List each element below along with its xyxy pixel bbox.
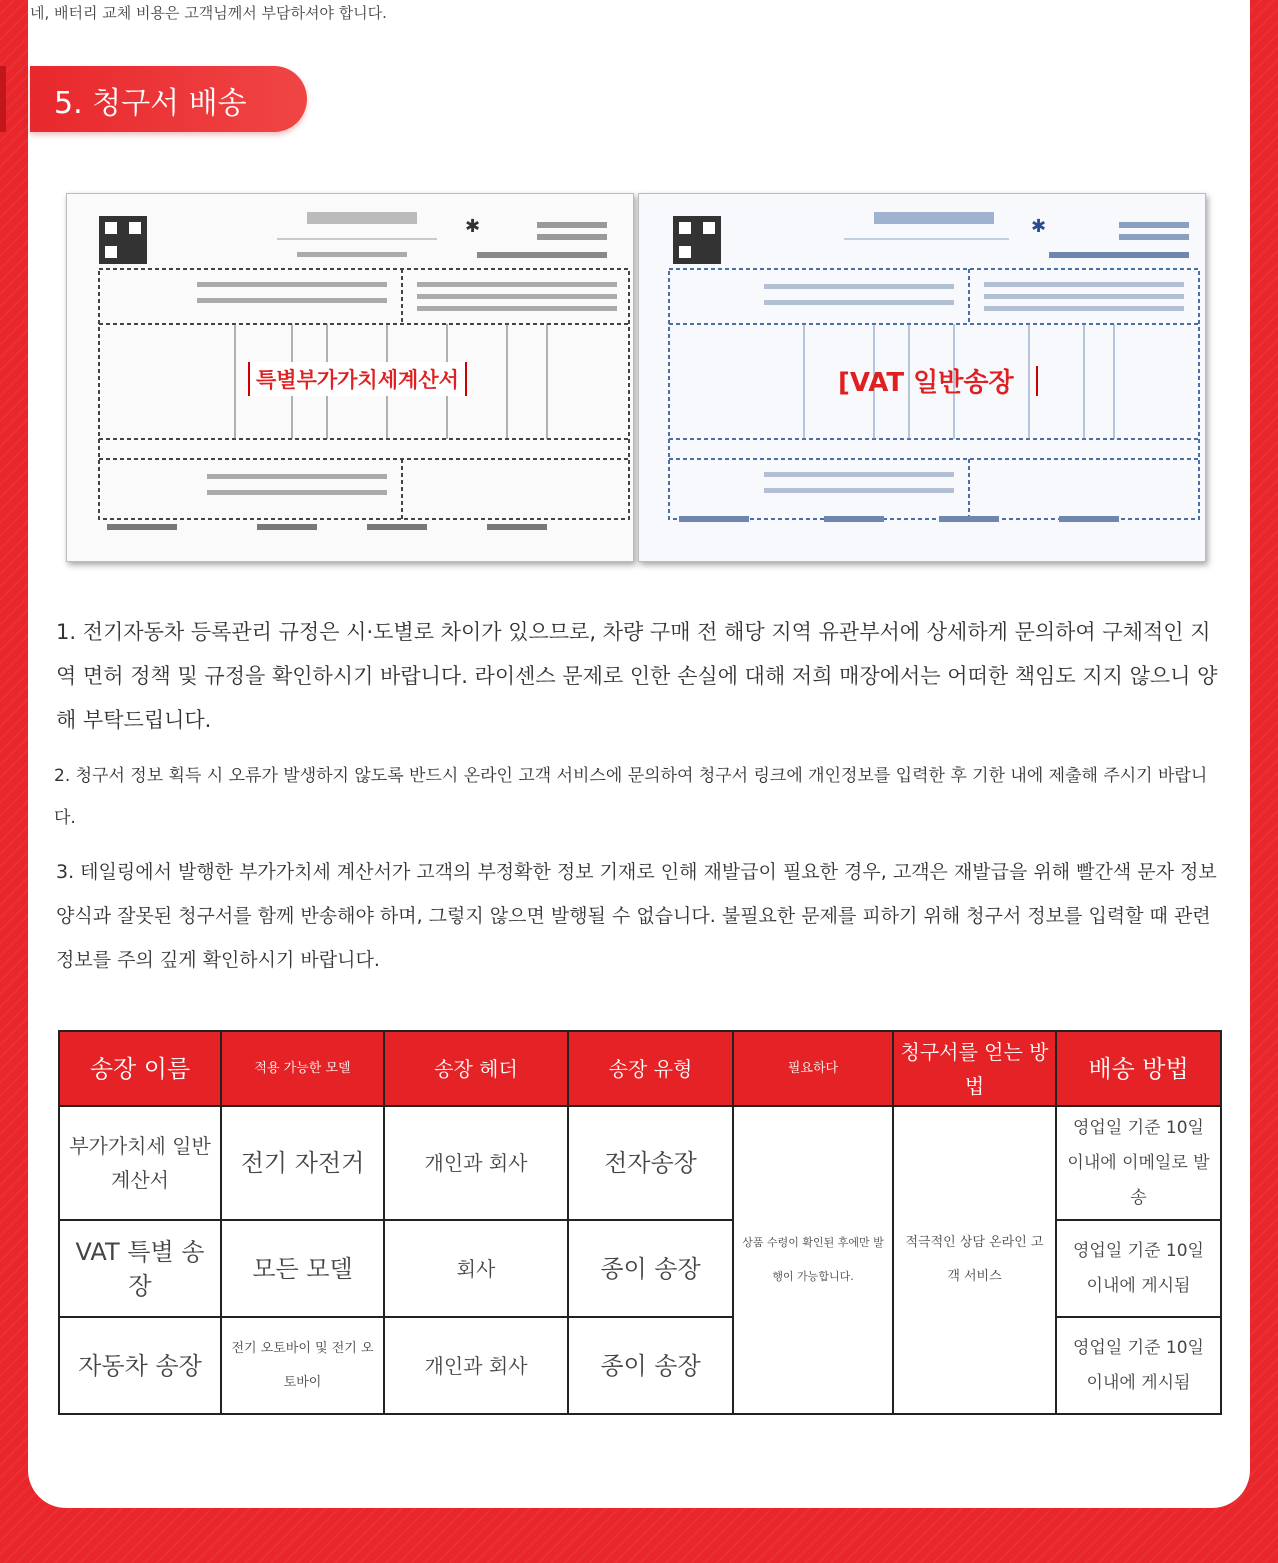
svg-text:✱: ✱	[1031, 216, 1047, 237]
cell-type: 전자송장	[568, 1106, 733, 1220]
note-license-policy: 1. 전기자동차 등록관리 규정은 시·도별로 차이가 있으므로, 차량 구매 전 해당 지역 유관부서에 상세하게 문의하여 구체적인 지역 면허 정책 및 규정을 확인하시기 바랍니다. 라이센스 문제로 인한 손실에 대해 저희 매장에서는 어떠한 책임도 지지 않으니 양해 부탁드립니다.	[56, 620, 1218, 732]
vat-general-invoice-label: [VAT 일반송장	[838, 368, 1014, 398]
cell-model: 모든 모델	[221, 1220, 384, 1317]
header-invoice-type: 송장 유형	[568, 1031, 733, 1106]
cell-required: 상품 수령이 확인된 후에만 발행이 가능합니다.	[733, 1106, 893, 1414]
header-invoice-name: 송장 이름	[59, 1031, 221, 1106]
cell-model: 전기 오토바이 및 전기 오토바이	[221, 1317, 384, 1414]
cell-model: 전기 자전거	[221, 1106, 384, 1220]
special-vat-invoice-label: 특별부가가치세계산서	[248, 362, 467, 396]
left-edge-accent	[0, 66, 6, 132]
section-header	[30, 66, 307, 132]
cell-how-to-get: 적극적인 상담 온라인 고객 서비스	[893, 1106, 1056, 1414]
table-header-row	[59, 1031, 1221, 1106]
cell-type: 종이 송장	[568, 1220, 733, 1317]
section-title: 5. 청구서 배송	[54, 86, 247, 121]
cell-header: 회사	[384, 1220, 568, 1317]
cell-invoice-name: 부가가치세 일반계산서	[59, 1106, 221, 1220]
header-invoice-header: 송장 헤더	[384, 1031, 568, 1106]
invoice-table	[58, 1030, 1222, 1415]
header-applicable-model: 적용 가능한 모델	[221, 1031, 384, 1106]
bottom-background	[0, 1508, 1278, 1563]
cell-header: 개인과 회사	[384, 1317, 568, 1414]
svg-text:✱: ✱	[465, 216, 481, 237]
header-required: 필요하다	[733, 1031, 893, 1106]
cell-delivery: 영업일 기준 10일 이내에 게시됨	[1056, 1220, 1221, 1317]
cell-invoice-name: 자동차 송장	[59, 1317, 221, 1414]
intro-text: 네, 배터리 교체 비용은 고객님께서 부담하셔야 합니다.	[30, 4, 387, 22]
header-delivery: 배송 방법	[1056, 1031, 1221, 1106]
table-row	[59, 1106, 1221, 1220]
cell-invoice-name: VAT 특별 송장	[59, 1220, 221, 1317]
note-reissue: 3. 테일링에서 발행한 부가가치세 계산서가 고객의 부정확한 정보 기재로 인해 재발급이 필요한 경우, 고객은 재발급을 위해 빨간색 문자 정보 양식과 잘못된 청구서를 함께 반송해야 하며, 그렇지 않으면 발행될 수 없습니다. 불필요한 문제를 피하기 위해 청구서 정보를 입력할 때 관련 정보를 주의 깊게 확인하시기 바랍니다.	[56, 861, 1217, 971]
cell-delivery: 영업일 기준 10일 이내에 게시됨	[1056, 1317, 1221, 1414]
cell-type: 종이 송장	[568, 1317, 733, 1414]
cell-delivery: 영업일 기준 10일 이내에 이메일로 발송	[1056, 1106, 1221, 1220]
cell-header: 개인과 회사	[384, 1106, 568, 1220]
note-invoice-info: 2. 청구서 정보 획득 시 오류가 발생하지 않도록 반드시 온라인 고객 서비스에 문의하여 청구서 링크에 개인정보를 입력한 후 기한 내에 제출해 주시기 바랍니다.	[54, 766, 1208, 828]
label-bar	[1036, 366, 1038, 396]
header-how-to-get: 청구서를 얻는 방법	[893, 1031, 1056, 1106]
